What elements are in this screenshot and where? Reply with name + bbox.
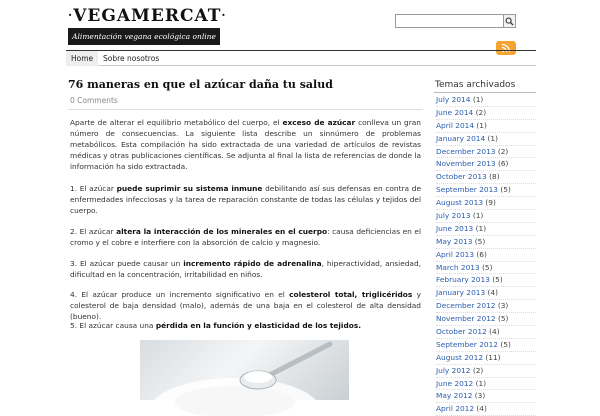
archive-count: (11) <box>485 352 501 362</box>
post-point-2: 2. El azúcar altera la interacción de los minerales en el cuerpo: causa deficiencias en el cromo y el cobre e interfiere con la absorción de calcio y magnesio. <box>70 227 421 247</box>
archive-link[interactable]: September 2013 <box>436 185 499 195</box>
archive-count: (1) <box>475 223 487 233</box>
archive-link[interactable]: July 2014 <box>436 95 471 104</box>
archive-item <box>436 403 536 416</box>
archive-count: (1) <box>476 120 487 130</box>
search-input[interactable] <box>395 14 504 28</box>
archive-item <box>436 378 536 391</box>
archive-item <box>436 210 536 223</box>
archive-item <box>436 94 536 107</box>
archive-item <box>436 184 536 197</box>
archive-item <box>436 365 536 378</box>
archive-item <box>436 287 536 300</box>
archive-count: (5) <box>492 275 503 285</box>
archive-item <box>436 120 536 133</box>
archive-count: (4) <box>487 288 499 298</box>
archive-count: (5) <box>500 339 511 349</box>
archive-link[interactable]: September 2012 <box>436 339 499 349</box>
archive-count: (1) <box>472 95 484 104</box>
post-title[interactable]: 76 maneras en que el azúcar daña tu salud <box>68 78 333 91</box>
archive-link[interactable]: July 2013 <box>436 211 471 221</box>
archive-count: (3) <box>474 391 486 401</box>
archive-item <box>436 107 536 120</box>
archive-count: (2) <box>497 146 509 156</box>
archive-item <box>436 313 536 326</box>
archive-link[interactable]: June 2012 <box>436 378 474 388</box>
post-image-sugar-spoon <box>140 340 349 400</box>
search-icon <box>505 17 514 26</box>
logo-tagline: Alimentación vegana ecológica online <box>68 28 220 45</box>
archive-item <box>436 262 536 275</box>
archive-link[interactable]: April 2012 <box>436 404 475 414</box>
archive-count: (2) <box>475 107 487 117</box>
archive-link[interactable]: December 2012 <box>436 301 496 311</box>
post-point-1: 1. El azúcar puede suprimir su sistema inmune debilitando así sus defensas en contra de enfermedades infecciosas y la tarea de reparación constante de todas las células y tejidos del cuerpo. <box>70 184 422 215</box>
site-logo[interactable]: ·VEGAMERCAT· Alimentación vegana ecológica online <box>68 6 220 45</box>
sugar-spoon-illustration <box>140 340 349 400</box>
archive-link[interactable]: February 2013 <box>436 275 490 285</box>
archive-link[interactable]: April 2014 <box>436 120 475 130</box>
archive-count: (6) <box>497 159 509 169</box>
archive-item <box>436 223 536 236</box>
sidebar-title: Temas archivados <box>435 80 516 90</box>
archive-link[interactable]: August 2012 <box>436 352 484 362</box>
archive-link[interactable]: April 2013 <box>436 249 475 259</box>
archive-link[interactable]: March 2013 <box>436 262 480 272</box>
archive-count: (6) <box>476 249 487 259</box>
archive-item <box>436 249 536 262</box>
archive-count: (5) <box>482 262 493 272</box>
logo-title: VEGAMERCAT <box>73 6 222 26</box>
post-point-3: 3. El azúcar puede causar un incremento rápido de adrenalina, hiperactividad, ansiedad, dificultad en la concentración, irritabilidad en niños. <box>70 259 421 279</box>
post-comments-link[interactable]: 0 Comments <box>70 96 118 105</box>
archive-link[interactable]: January 2013 <box>436 288 486 298</box>
archive-count: (1) <box>472 211 484 221</box>
archive-item <box>436 300 536 313</box>
archive-item <box>436 390 536 403</box>
post-point-5: 5. El azúcar causa una pérdida en la función y elasticidad de los tejidos. <box>70 321 362 330</box>
archive-count: (2) <box>472 365 484 375</box>
archive-item <box>436 133 536 146</box>
post-point-4: 4. El azúcar produce un incremento significativo en el colesterol total, triglicéridos y colesterol de baja densidad (malo), además de una baja en el colesterol de alta densidad (bueno). <box>70 290 421 321</box>
archive-count: (5) <box>474 236 486 246</box>
search-button[interactable] <box>503 14 516 28</box>
archive-link[interactable]: November 2012 <box>436 314 496 324</box>
archive-link[interactable]: November 2013 <box>436 159 496 169</box>
archive-link[interactable]: June 2014 <box>436 107 474 117</box>
divider <box>68 109 423 110</box>
archive-link[interactable]: May 2013 <box>436 236 473 246</box>
archive-item <box>436 274 536 287</box>
nav-home[interactable]: Home <box>66 51 98 66</box>
main-nav <box>66 50 536 66</box>
archive-link[interactable]: December 2013 <box>436 146 496 156</box>
sidebar-divider <box>434 92 536 93</box>
archive-count: (4) <box>476 404 487 414</box>
archive-link[interactable]: June 2013 <box>436 223 474 233</box>
archive-link[interactable]: August 2013 <box>436 198 484 208</box>
archive-count: (8) <box>489 172 500 182</box>
archive-count: (1) <box>487 133 499 143</box>
archive-item <box>436 197 536 210</box>
archive-count: (3) <box>497 301 509 311</box>
archive-item <box>436 339 536 352</box>
archive-list <box>436 94 536 416</box>
archive-item <box>436 158 536 171</box>
archive-link[interactable]: October 2013 <box>436 172 487 182</box>
archive-link[interactable]: October 2012 <box>436 327 487 337</box>
archive-item <box>436 146 536 159</box>
archive-item <box>436 236 536 249</box>
archive-count: (5) <box>497 314 509 324</box>
post-intro: Aparte de alterar el equilibrio metabólico del cuerpo, el exceso de azúcar conlleva un gran número de consecuencias. La siguiente lista describe un sinnúmero de problemas metabólicos. Esta compilación ha sido extractada de una variedad de artículos de revistas médicas y otras publicaciones científicas. Se adjunta al final la lista de referencias de donde la información ha sido extractada. <box>70 118 421 171</box>
archive-count: (1) <box>475 378 487 388</box>
archive-item <box>436 171 536 184</box>
archive-link[interactable]: January 2014 <box>436 133 486 143</box>
nav-sobre-nosotros[interactable]: Sobre nosotros <box>103 54 160 63</box>
archive-count: (4) <box>489 327 500 337</box>
archive-link[interactable]: May 2012 <box>436 391 473 401</box>
archive-count: (9) <box>485 198 496 208</box>
archive-item <box>436 326 536 339</box>
archive-link[interactable]: July 2012 <box>436 365 471 375</box>
archive-item <box>436 352 536 365</box>
archive-count: (5) <box>500 185 511 195</box>
